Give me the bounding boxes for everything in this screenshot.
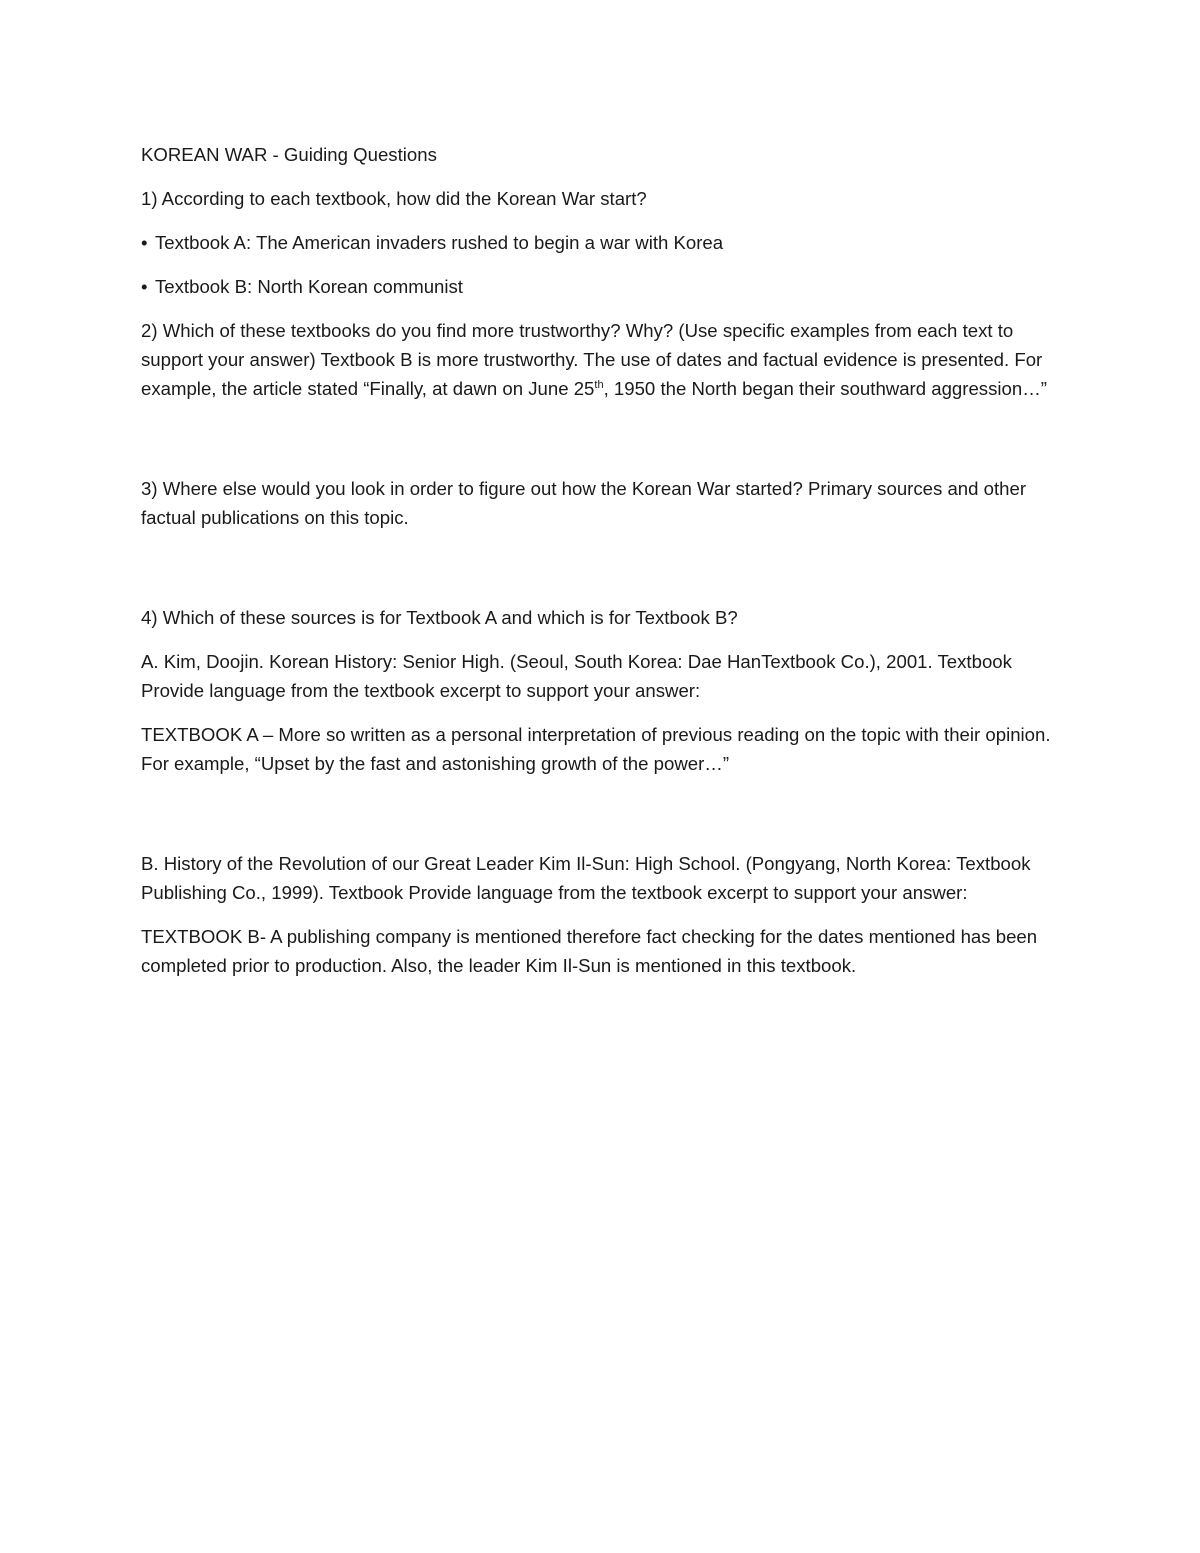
bullet-icon: • bbox=[141, 232, 148, 254]
answer-textbook-b: TEXTBOOK B- A publishing company is mentioned therefore fact checking for the dates mentioned has been completed prior to production. Also, the leader Kim Il-Sun is mentioned in this textbook. bbox=[141, 926, 1038, 976]
question-3: 3) Where else would you look in order to figure out how the Korean War started? Primary sources and other factual publications on this topic. bbox=[141, 478, 1027, 528]
question-1: 1) According to each textbook, how did the Korean War start? bbox=[141, 188, 647, 210]
question-4: 4) Which of these sources is for Textbook A and which is for Textbook B? bbox=[141, 607, 738, 629]
answer-textbook-a: TEXTBOOK A – More so written as a personal interpretation of previous reading on the topic with their opinion. For example, “Upset by the fast and astonishing growth of the power…” bbox=[141, 724, 1051, 774]
bullet-textbook-a-text: Textbook A: The American invaders rushed to begin a war with Korea bbox=[155, 232, 724, 254]
question-2-text-end: , 1950 the North began their southward aggression…” bbox=[603, 377, 1047, 399]
document-title: KOREAN WAR - Guiding Questions bbox=[141, 144, 437, 165]
document-page bbox=[141, 141, 1066, 996]
question-2-text: 2) Which of these textbooks do you find more trustworthy? Why? (Use specific examples from each text to support your answer) Textbook B is more trustworthy. The use of dates and factual evidence is presented. For example, the article stated “Finally, at dawn on June 25 bbox=[141, 320, 1043, 399]
question-2-superscript: th bbox=[594, 378, 604, 391]
bullet-icon: • bbox=[141, 276, 148, 298]
bullet-textbook-b bbox=[141, 273, 1066, 302]
bullet-textbook-a bbox=[141, 229, 1066, 258]
source-a: A. Kim, Doojin. Korean History: Senior High. (Seoul, South Korea: Dae HanTextbook Co.), 2001. Textbook Provide language from the textbook excerpt to support your answer: bbox=[141, 651, 1012, 702]
question-2 bbox=[141, 317, 1066, 403]
source-b: B. History of the Revolution of our Great Leader Kim Il-Sun: High School. (Pongyang, North Korea: Textbook Publishing Co., 1999). Textbook Provide language from the textbook excerpt to support your answer: bbox=[141, 853, 1031, 903]
bullet-textbook-b-text: Textbook B: North Korean communist bbox=[155, 276, 463, 298]
